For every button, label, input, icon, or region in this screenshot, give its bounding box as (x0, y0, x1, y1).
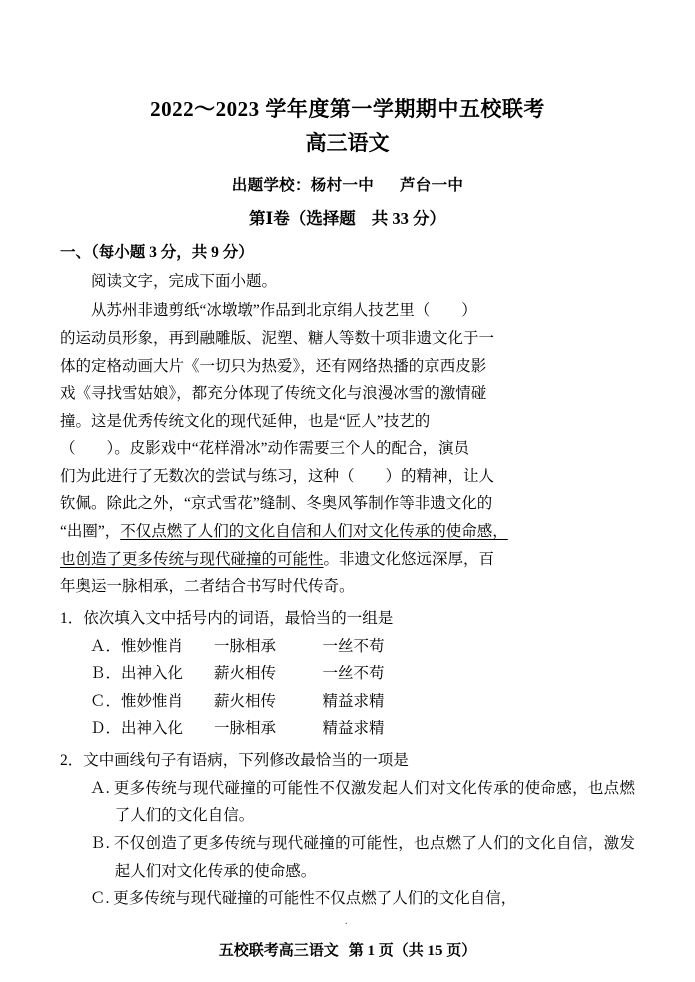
passage-line-9-prefix: “出圈”， (60, 523, 121, 540)
section-header (60, 205, 635, 229)
passage-line-1: 从苏州非遗剪纸“冰墩墩”作品到北京绢人技艺里（ ） (91, 302, 477, 320)
question-2-number: 2． (60, 751, 84, 769)
question-2-stem: 文中画线句子有语病，下列修改最恰当的一项是 (83, 751, 409, 769)
passage-line-10-underlined: 也创造了更多传统与现代碰撞的可能性 (60, 550, 324, 568)
passage-line-6: （ ）。皮影戏中“花样滑冰”动作需要三个人的配合，演员 (60, 440, 470, 458)
passage-line-3: 体的定格动画大片《一切只为热爱》，还有网络热播的京西皮影 (60, 357, 487, 375)
passage-line-9-underlined: 不仅点燃了人们的文化自信和人们对文化传承的使命感， (120, 523, 508, 540)
page-footer (0, 939, 695, 960)
question-2-option-b[interactable]: Ｂ. 不仅创造了更多传统与现代碰撞的可能性，也点燃了人们的文化自信，激发起人们对文化传承的使命感。 (90, 834, 635, 880)
question-1-option-b[interactable]: Ｂ．出神入化 薪火相传 一丝不苟 (90, 665, 385, 683)
passage-line-7: 们为此进行了无数次的尝试与练习，这种（ ）的精神，让人 (60, 467, 495, 485)
school-name-2: 芦台一中 (400, 177, 464, 194)
school-label: 出题学校： (231, 177, 311, 194)
reading-prompt: 阅读文字，完成下面小题。 (91, 272, 278, 290)
section-header-right: （选择题 (289, 209, 356, 228)
page-dot-mark: . (345, 916, 348, 927)
section-header-score: 共 33 分） (371, 209, 446, 228)
question-1-number: 1． (60, 609, 84, 627)
passage-line-11: 年奥运一脉相承，二者结合书写时代传奇。 (60, 578, 355, 596)
question-1-option-a[interactable]: Ａ．惟妙惟肖 一脉相承 一丝不苟 (90, 637, 385, 655)
school-name-1: 杨村一中 (310, 177, 374, 194)
passage-line-8: 钦佩。除此之外，“京式雪花”缝制、冬奥风筝制作等非遗文化的 (60, 495, 493, 513)
question-1-option-d[interactable]: Ｄ．出神入化 一脉相承 精益求精 (90, 720, 385, 738)
footer-exam-name: 五校联考高三语文 (218, 943, 339, 959)
passage-line-9 (60, 518, 635, 546)
passage-line-4: 戏《寻找雪姑娘》，都充分体现了传统文化与浪漫冰雪的激情碰 (60, 385, 487, 403)
passage (60, 297, 635, 600)
question-2 (60, 747, 635, 775)
section-header-left: 第Ⅰ卷 (249, 209, 290, 228)
school-line (60, 173, 635, 195)
question-1 (60, 605, 635, 633)
question-2-option-c[interactable]: Ｃ. 更多传统与现代碰撞的可能性不仅点燃了人们的文化自信， (90, 890, 517, 908)
footer-page-number: 第 1 页（共 15 页） (348, 943, 477, 959)
page-subtitle: 高三语文 (305, 130, 390, 155)
big-question-1: 一、（每小题 3 分，共 9 分） (60, 244, 254, 261)
question-2-option-a[interactable]: Ａ. 更多传统与现代碰撞的可能性不仅激发起人们对文化传承的使命感，也点燃了人们的文化自信。 (90, 779, 635, 825)
question-1-stem: 依次填入文中括号内的词语，最恰当的一组是 (83, 609, 394, 627)
passage-line-10 (60, 546, 635, 574)
passage-line-5: 撞。这是优秀传统文化的现代延伸，也是“匠人”技艺的 (60, 412, 431, 430)
page-title: 2022～2023 学年度第一学期期中五校联考 (150, 97, 545, 121)
passage-line-10-suffix: 。非遗文化悠远深厚，百 (323, 550, 495, 568)
passage-line-2: 的运动员形象，再到融雕版、泥塑、糖人等数十项非遗文化于一 (60, 329, 495, 347)
question-1-option-c[interactable]: Ｃ．惟妙惟肖 薪火相传 精益求精 (90, 692, 385, 710)
